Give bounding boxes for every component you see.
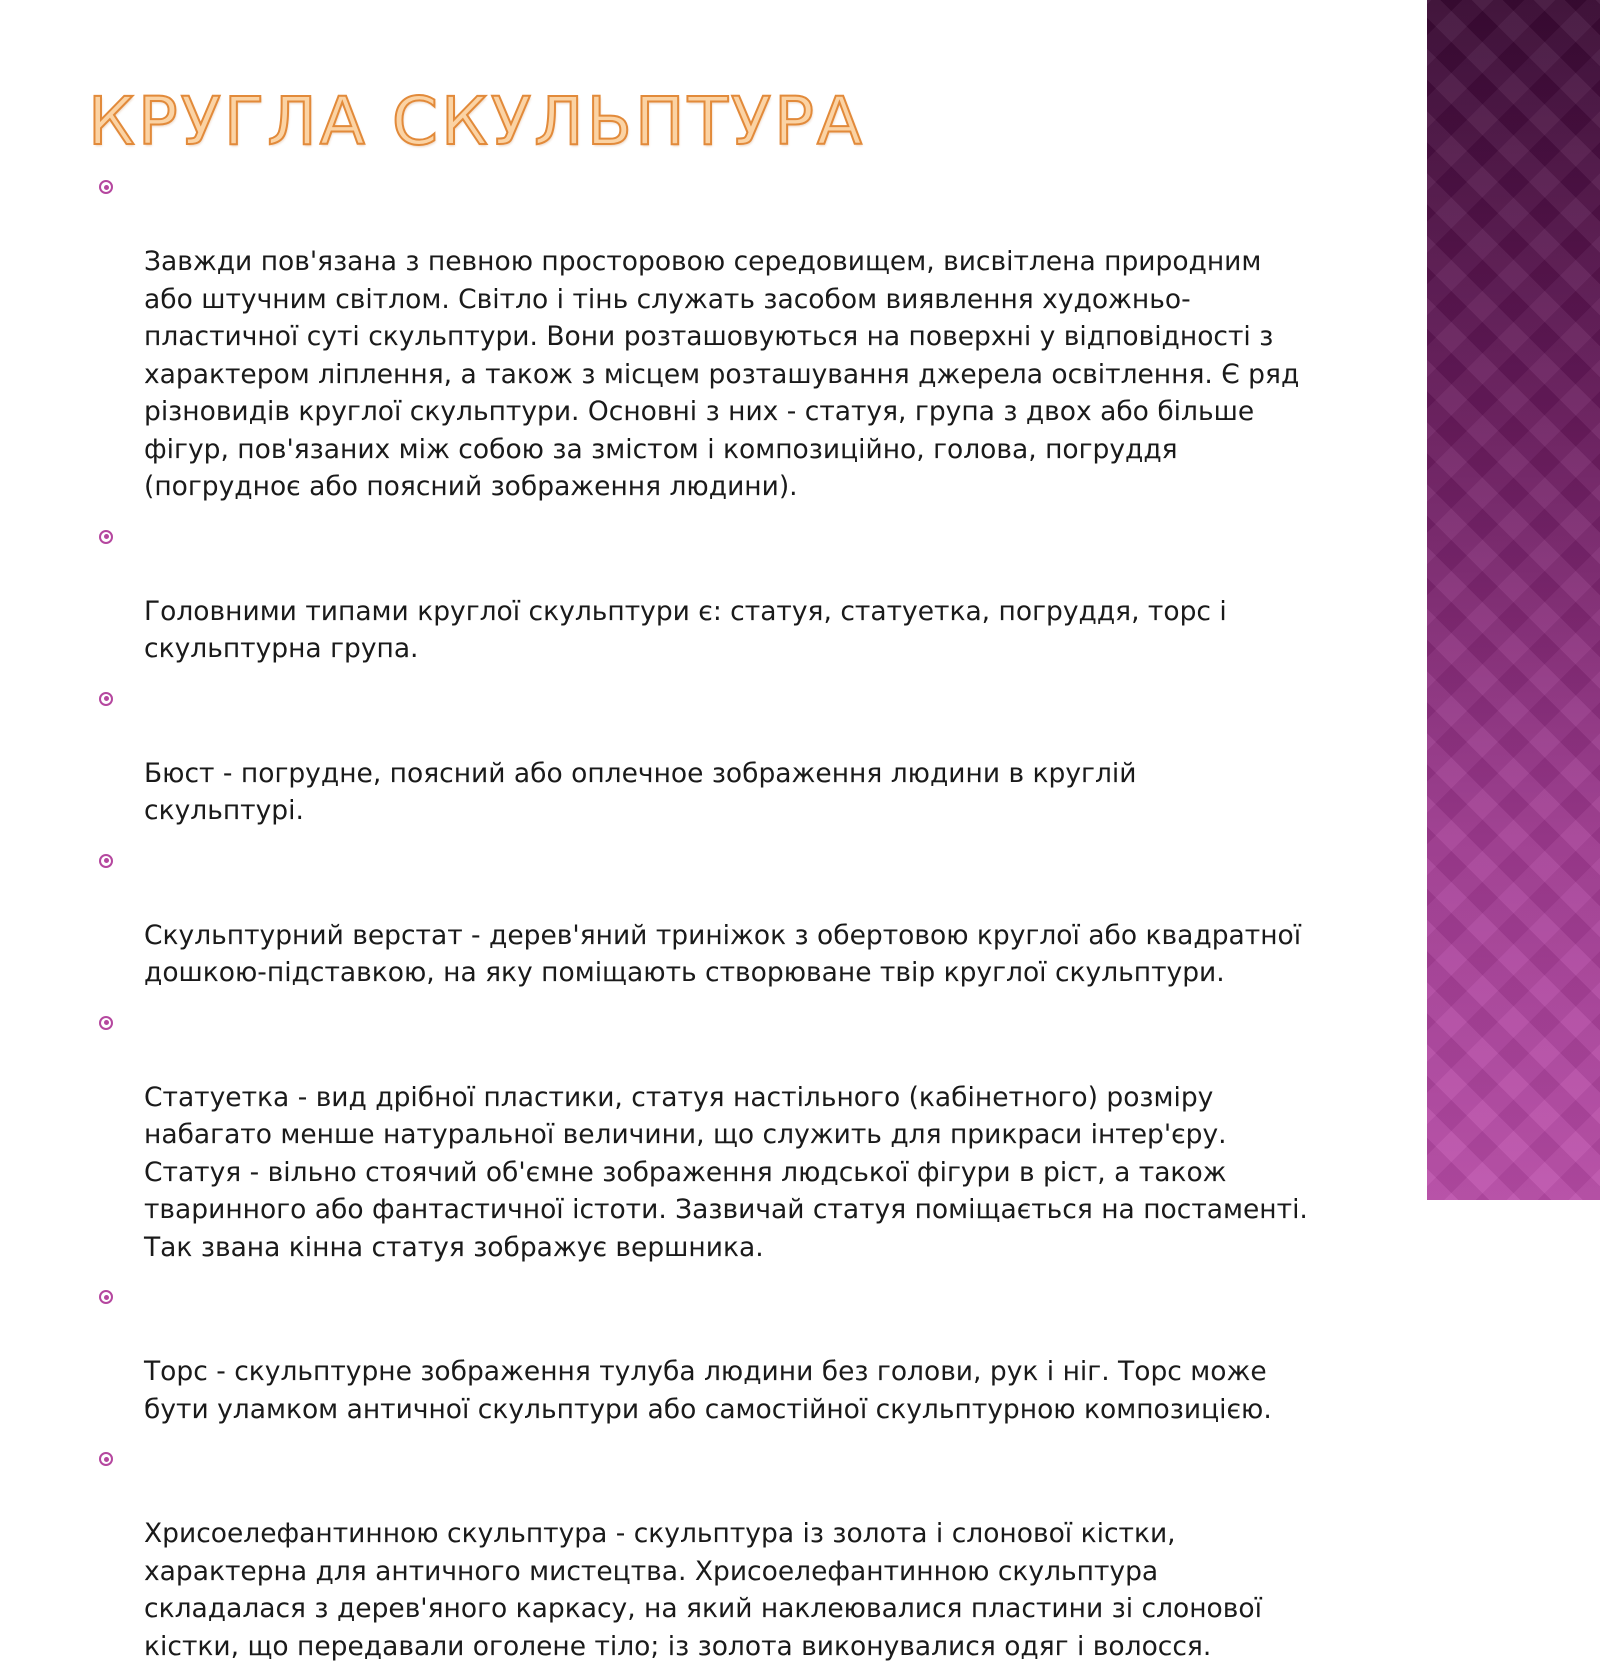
slide-title: КРУГЛА СКУЛЬПТУРА bbox=[88, 83, 866, 160]
bullet-text: Скульптурний верстат - дерев'яний триніжок з обертовою круглої або квадратної дошкою-підставкою, на яку поміщають створюване твір круглої скульптури. bbox=[144, 919, 1302, 988]
bullet-item bbox=[96, 168, 1336, 506]
circle-dot-icon bbox=[99, 1016, 113, 1030]
bullet-item bbox=[96, 1278, 1336, 1428]
bullet-text: Головними типами круглої скульптури є: статуя, статуетка, погруддя, торс і скульптурна група. bbox=[144, 595, 1227, 664]
bullet-item bbox=[96, 1440, 1336, 1665]
bullet-text: Торс - скульптурне зображення тулуба людини без голови, рук і ніг. Торс може бути уламком античної скульптури або самостійної скульптурною композицією. bbox=[144, 1356, 1272, 1425]
circle-dot-icon bbox=[99, 854, 113, 868]
bullet-list bbox=[96, 168, 1336, 1677]
decorative-side-band bbox=[1427, 0, 1600, 1200]
bullet-text: Бюст - погрудне, поясний або оплечное зображення людини в круглій скульптурі. bbox=[144, 757, 1137, 826]
circle-dot-icon bbox=[99, 530, 113, 544]
bullet-text: Статуетка - вид дрібної пластики, статуя настільного (кабінетного) розміру набагато менше натуральної величини, що служить для прикраси інтер'єру. Статуя - вільно стоячий об'ємне зображення людської фігури в ріст, а також тваринного або фантастичної істоти. Зазвичай статуя поміщається на постаменті. Так звана кінна статуя зображує вершника. bbox=[144, 1081, 1308, 1263]
bullet-text: Хрисоелефантинною скульптура - скульптура із золота і слонової кістки, характерна для античного мистецтва. Хрисоелефантинною скульптура складалася з дерев'яного каркасу, на який наклеювалися пластини зі слонової кістки, що передавали оголене тіло; із золота виконувалися одяг і волосся. bbox=[144, 1518, 1262, 1662]
bullet-item bbox=[96, 518, 1336, 668]
circle-dot-icon bbox=[99, 1452, 113, 1466]
bullet-item bbox=[96, 680, 1336, 830]
bullet-text: Завжди пов'язана з певною просторовою середовищем, висвітлена природним або штучним світлом. Світло і тінь служать засобом виявлення художньо- пластичної суті скульптури. Вони розташовуються на поверхні у відповідності з характером ліплення, а також з місцем розташування джерела освітлення. Є ряд різновидів круглої скульптури. Основні з них - статуя, група з двох або більше фігур, пов'язаних між собою за змістом і композиційно, голова, погруддя (погрудноє або поясний зображення людини). bbox=[144, 246, 1300, 502]
bullet-item bbox=[96, 842, 1336, 992]
bullet-item bbox=[96, 1004, 1336, 1267]
circle-dot-icon bbox=[99, 180, 113, 194]
circle-dot-icon bbox=[99, 692, 113, 706]
circle-dot-icon bbox=[99, 1290, 113, 1304]
